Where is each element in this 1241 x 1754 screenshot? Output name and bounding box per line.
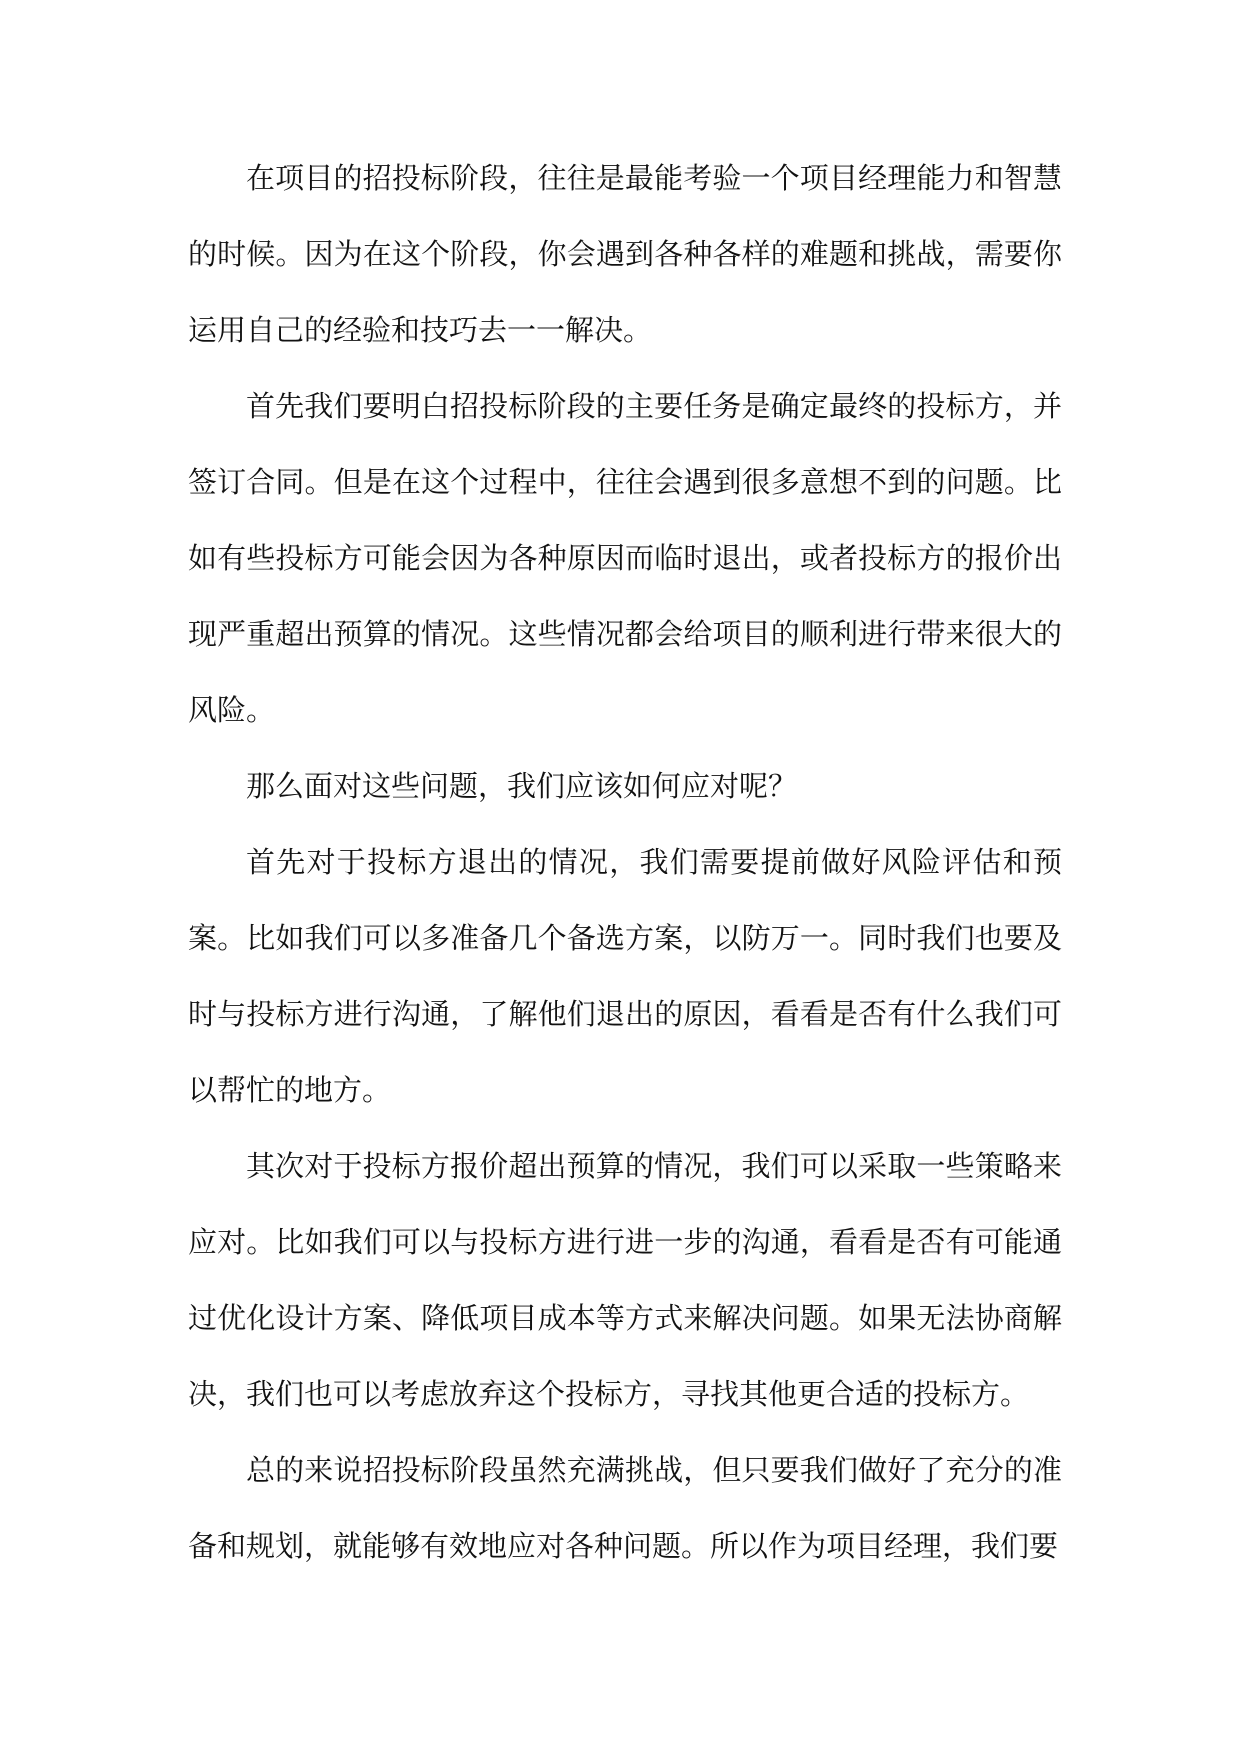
paragraph-5: 其次对于投标方报价超出预算的情况，我们可以采取一些策略来应对。比如我们可以与投标方进行进一步的沟通，看看是否有可能通过优化设计方案、降低项目成本等方式来解决问题。如果无法协商解决，我们也可以考虑放弃这个投标方，寻找其他更合适的投标方。 [188, 1149, 1062, 1411]
paragraph-3: 那么面对这些问题，我们应该如何应对呢？ [246, 769, 798, 803]
paragraph-2: 首先我们要明白招投标阶段的主要任务是确定最终的投标方，并签订合同。但是在这个过程中，往往会遇到很多意想不到的问题。比如有些投标方可能会因为各种原因而临时退出，或者投标方的报价出现严重超出预算的情况。这些情况都会给项目的顺利进行带来很大的风险。 [188, 389, 1062, 727]
paragraph-6: 总的来说招投标阶段虽然充满挑战，但只要我们做好了充分的准备和规划，就能够有效地应对各种问题。所以作为项目经理，我们要 [188, 1453, 1062, 1563]
paragraph-4: 首先对于投标方退出的情况，我们需要提前做好风险评估和预案。比如我们可以多准备几个备选方案，以防万一。同时我们也要及时与投标方进行沟通，了解他们退出的原因，看看是否有什么我们可以帮忙的地方。 [188, 845, 1062, 1107]
document-body [188, 140, 1062, 1584]
paragraph-1: 在项目的招投标阶段，往往是最能考验一个项目经理能力和智慧的时候。因为在这个阶段，你会遇到各种各样的难题和挑战，需要你运用自己的经验和技巧去一一解决。 [188, 161, 1062, 347]
